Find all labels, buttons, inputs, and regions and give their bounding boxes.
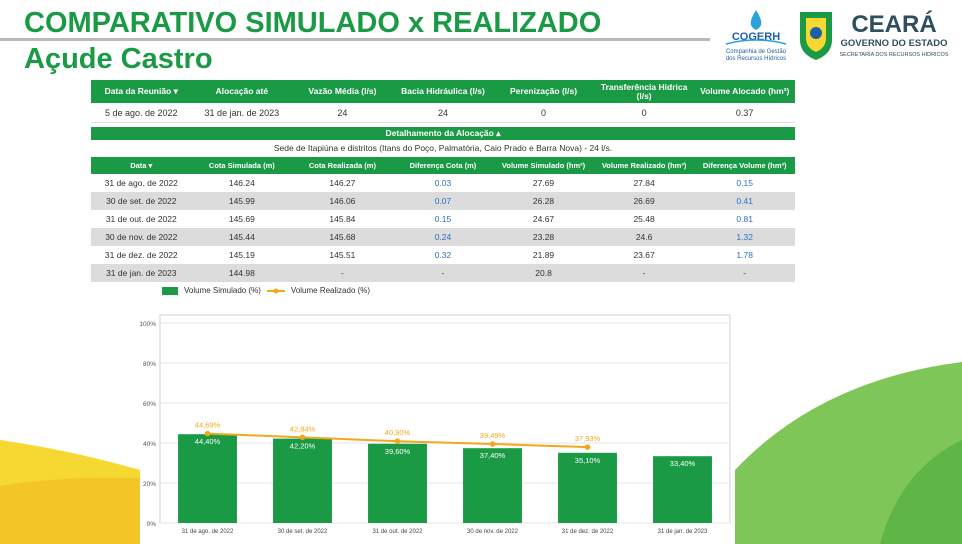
page-title: COMPARATIVO SIMULADO x REALIZADO xyxy=(24,7,602,39)
line-data-label: 44,69% xyxy=(194,420,221,430)
col-cota-realizada[interactable]: Cota Realizada (m) xyxy=(292,157,393,174)
line-data-label: 40,90% xyxy=(384,428,411,438)
cell: 30 de set. de 2022 xyxy=(91,192,192,210)
point-realized xyxy=(300,435,306,441)
cell: 0.07 xyxy=(393,192,494,210)
point-realized xyxy=(205,431,211,437)
line-data-label: 37,93% xyxy=(574,434,601,444)
col-transferencia-hidrica[interactable]: Transferência Hídrica (l/s) xyxy=(594,80,695,103)
table-row xyxy=(91,174,795,192)
volume-chart xyxy=(130,300,735,540)
y-tick-label: 20% xyxy=(142,481,156,488)
cell: 23.28 xyxy=(493,228,594,246)
cell: 21.89 xyxy=(493,246,594,264)
ceara-sub2: SECRETARIA DOS RECURSOS HÍDRICOS xyxy=(839,52,949,58)
col-alocacao-ate[interactable]: Alocação até xyxy=(192,80,293,103)
cell: - xyxy=(594,264,695,282)
cell: 146.06 xyxy=(292,192,393,210)
table-row xyxy=(91,192,795,210)
point-realized xyxy=(490,441,496,447)
cell: 146.27 xyxy=(292,174,393,192)
allocation-table xyxy=(91,80,795,123)
y-tick-label: 40% xyxy=(142,441,156,448)
cell: 31 de out. de 2022 xyxy=(91,210,192,228)
bar-data-label: 44,40% xyxy=(194,437,221,447)
cell: - xyxy=(694,264,795,282)
bar-data-label: 33,40% xyxy=(669,459,696,469)
line-data-label: 39,49% xyxy=(479,431,506,441)
cell: 31 de ago. de 2022 xyxy=(91,174,192,192)
cell: 26.28 xyxy=(493,192,594,210)
cell: 145.84 xyxy=(292,210,393,228)
cell: 0.24 xyxy=(393,228,494,246)
allocation-header-row xyxy=(91,80,795,103)
cell: 24.6 xyxy=(594,228,695,246)
legend-label-realized: Volume Realizado (%) xyxy=(290,286,371,295)
cell: 30 de nov. de 2022 xyxy=(91,228,192,246)
table-row xyxy=(91,210,795,228)
y-tick-label: 0% xyxy=(146,521,156,528)
detail-section-header[interactable]: Detalhamento da Alocação ▴ xyxy=(91,127,795,140)
x-tick-label: 31 de dez. de 2022 xyxy=(561,529,614,535)
col-diferenca-volume[interactable]: Diferença Volume (hm³) xyxy=(694,157,795,174)
col-volume-realizado[interactable]: Volume Realizado (hm³) xyxy=(594,157,695,174)
cell: 5 de ago. de 2022 xyxy=(91,103,192,123)
cell: 25.48 xyxy=(594,210,695,228)
cogerh-sub2: dos Recursos Hídricos xyxy=(725,56,787,62)
cell: 0.15 xyxy=(694,174,795,192)
legend-swatch-simulated xyxy=(162,287,178,295)
x-tick-label: 31 de ago. de 2022 xyxy=(181,529,234,535)
table-row xyxy=(91,228,795,246)
cell: 146.24 xyxy=(192,174,293,192)
cell: 24 xyxy=(292,103,393,123)
cell: - xyxy=(393,264,494,282)
cell: 145.51 xyxy=(292,246,393,264)
col-volume-alocado[interactable]: Volume Alocado (hm³) xyxy=(694,80,795,103)
chart-legend xyxy=(162,286,370,295)
cogerh-name: COGERH xyxy=(731,31,781,43)
table-row xyxy=(91,246,795,264)
col-data[interactable]: Data ▾ xyxy=(91,157,192,174)
cogerh-logo xyxy=(720,8,792,64)
cell: 0.32 xyxy=(393,246,494,264)
plot-frame xyxy=(160,315,730,523)
x-tick-label: 31 de jan. de 2023 xyxy=(657,529,708,535)
col-vazao-media[interactable]: Vazão Média (l/s) xyxy=(292,80,393,103)
legend-swatch-realized xyxy=(267,287,285,295)
cell: 31 de jan. de 2023 xyxy=(192,103,293,123)
point-realized xyxy=(395,438,401,444)
legend-label-simulated: Volume Simulado (%) xyxy=(184,286,261,295)
bar-data-label: 37,40% xyxy=(479,451,506,461)
table-row xyxy=(91,103,795,123)
ceara-name: CEARÁ xyxy=(851,11,937,38)
cell: 0.41 xyxy=(694,192,795,210)
bar-simulated xyxy=(178,434,237,523)
x-tick-label: 31 de out. de 2022 xyxy=(372,529,423,535)
cell: 0.03 xyxy=(393,174,494,192)
bar-data-label: 35,10% xyxy=(574,455,601,465)
cell: 1.78 xyxy=(694,246,795,264)
sede-description: Sede de Itapiúna e distritos (Itans do Poço, Palmatória, Caio Prado e Barra Nova) - 24 l/s. xyxy=(273,143,613,153)
col-perenizacao[interactable]: Perenização (l/s) xyxy=(493,80,594,103)
cell: 31 de jan. de 2023 xyxy=(91,264,192,282)
ceara-government-logo xyxy=(796,6,956,64)
cell: 24 xyxy=(393,103,494,123)
point-realized xyxy=(585,444,591,450)
col-volume-simulado[interactable]: Volume Simulado (hm³) xyxy=(493,157,594,174)
col-data-reuniao[interactable]: Data da Reunião ▾ xyxy=(91,80,192,103)
y-tick-label: 80% xyxy=(142,361,156,368)
ceara-sub: GOVERNO DO ESTADO xyxy=(840,38,948,49)
cell: 0.81 xyxy=(694,210,795,228)
page-subtitle: Açude Castro xyxy=(24,43,213,75)
cell: 27.84 xyxy=(594,174,695,192)
col-cota-simulada[interactable]: Cota Simulada (m) xyxy=(192,157,293,174)
detail-header-row xyxy=(91,157,795,174)
cell: 0.37 xyxy=(694,103,795,123)
cell: 26.69 xyxy=(594,192,695,210)
bar-data-label: 39,60% xyxy=(384,446,411,456)
cell: 145.19 xyxy=(192,246,293,264)
y-tick-label: 60% xyxy=(142,401,156,408)
line-data-label: 42,84% xyxy=(289,424,316,434)
cell: 145.68 xyxy=(292,228,393,246)
cell: 20.8 xyxy=(493,264,594,282)
cell: 27.69 xyxy=(493,174,594,192)
cell: 23.67 xyxy=(594,246,695,264)
y-tick-label: 100% xyxy=(139,321,156,328)
cell: 1.32 xyxy=(694,228,795,246)
detail-table xyxy=(91,157,795,282)
cell: 0 xyxy=(493,103,594,123)
bar-simulated xyxy=(273,439,332,523)
cell: 144.98 xyxy=(192,264,293,282)
cell: 24.67 xyxy=(493,210,594,228)
x-tick-label: 30 de nov. de 2022 xyxy=(467,529,518,535)
col-diferenca-cota[interactable]: Diferença Cota (m) xyxy=(393,157,494,174)
bar-data-label: 42,20% xyxy=(289,441,316,451)
cogerh-sub1: Companhia de Gestão xyxy=(725,49,787,55)
cell: 0.15 xyxy=(393,210,494,228)
cell: - xyxy=(292,264,393,282)
cell: 145.69 xyxy=(192,210,293,228)
cell: 31 de dez. de 2022 xyxy=(91,246,192,264)
cell: 145.44 xyxy=(192,228,293,246)
table-row xyxy=(91,264,795,282)
cell: 145.99 xyxy=(192,192,293,210)
col-bacia-hidraulica[interactable]: Bacia Hidráulica (l/s) xyxy=(393,80,494,103)
x-tick-label: 30 de set. de 2022 xyxy=(277,529,328,535)
cell: 0 xyxy=(594,103,695,123)
